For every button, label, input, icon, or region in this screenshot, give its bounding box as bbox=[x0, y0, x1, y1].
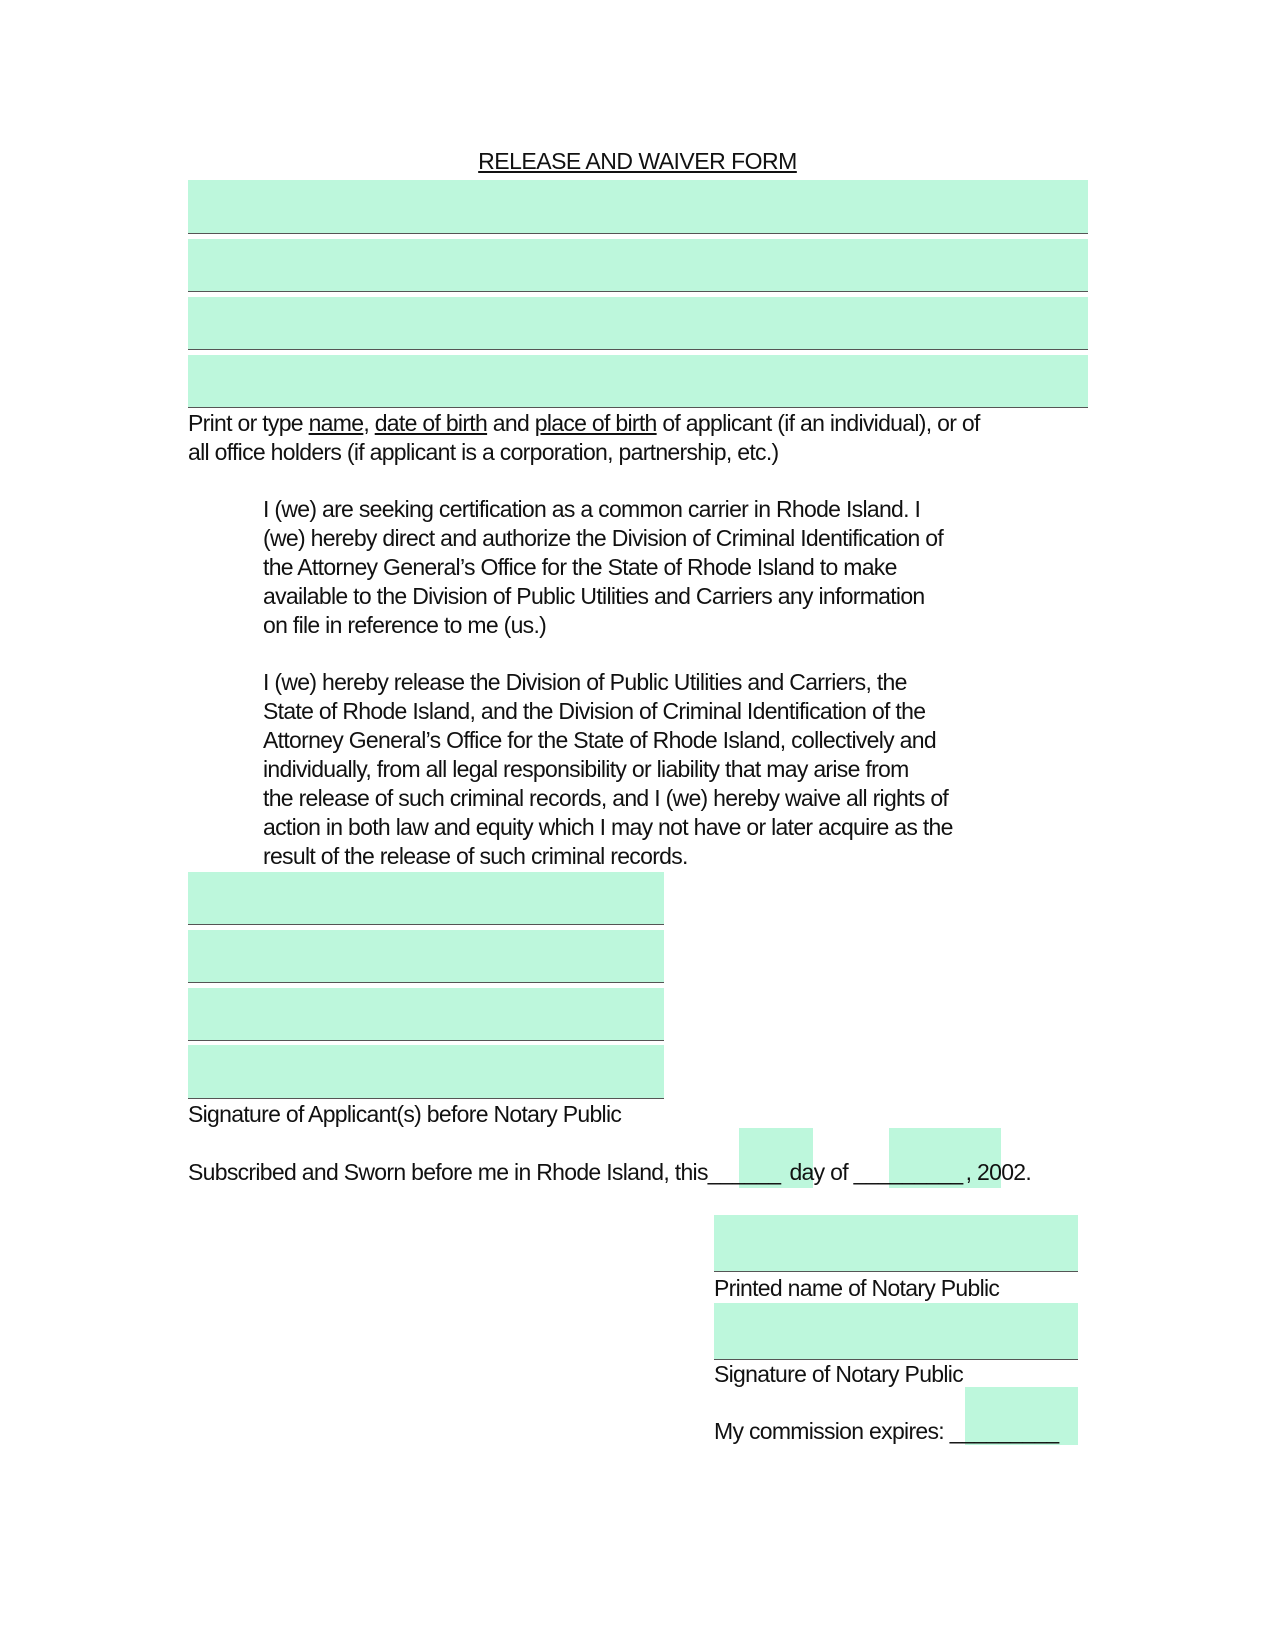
paragraph2-line: the release of such criminal records, and I (we) hereby waive all rights of bbox=[263, 785, 949, 811]
instructions-text: of applicant (if an individual), or of bbox=[656, 410, 980, 436]
instructions-pob: place of birth bbox=[534, 410, 657, 436]
form-title: RELEASE AND WAIVER FORM bbox=[478, 148, 797, 174]
paragraph2-line: action in both law and equity which I may not have or later acquire as the bbox=[263, 814, 953, 840]
sworn-text: Subscribed and Sworn before me in Rhode Island, this bbox=[188, 1159, 708, 1185]
paragraph1-line: I (we) are seeking certification as a common carrier in Rhode Island. I bbox=[263, 496, 921, 522]
applicant-signature-field-3[interactable] bbox=[188, 988, 664, 1041]
applicant-signature-label: Signature of Applicant(s) before Notary Public bbox=[188, 1101, 622, 1127]
paragraph2-line: State of Rhode Island, and the Division of Criminal Identification of the bbox=[263, 698, 926, 724]
sworn-month-blank: _________ bbox=[853, 1159, 963, 1185]
instructions-text: , bbox=[363, 410, 375, 436]
applicant-info-field-3[interactable] bbox=[188, 297, 1088, 350]
paragraph2-line: result of the release of such criminal records. bbox=[263, 843, 688, 869]
sworn-day-blank: ______ bbox=[707, 1159, 781, 1185]
applicant-signature-field-1[interactable] bbox=[188, 872, 664, 925]
paragraph1-line: on file in reference to me (us.) bbox=[263, 612, 547, 638]
instructions-text: and bbox=[487, 410, 535, 436]
notary-printed-name-field[interactable] bbox=[714, 1215, 1078, 1272]
instructions-line-2: all office holders (if applicant is a corporation, partnership, etc.) bbox=[188, 439, 779, 465]
sworn-line bbox=[188, 1158, 1031, 1187]
instructions-text: Print or type bbox=[188, 410, 309, 436]
instructions-line-1 bbox=[188, 409, 980, 438]
applicant-info-field-2[interactable] bbox=[188, 239, 1088, 292]
paragraph2-line: Attorney General’s Office for the State of Rhode Island, collectively and bbox=[263, 727, 936, 753]
paragraph1-line: available to the Division of Public Utilities and Carriers any information bbox=[263, 583, 925, 609]
applicant-signature-field-4[interactable] bbox=[188, 1045, 664, 1099]
sworn-text: day of bbox=[789, 1159, 848, 1185]
notary-printed-name-label: Printed name of Notary Public bbox=[714, 1275, 1000, 1301]
commission-expires-blank: _________ bbox=[949, 1418, 1059, 1444]
applicant-info-field-1[interactable] bbox=[188, 180, 1088, 234]
commission-expires-label: My commission expires: bbox=[714, 1418, 944, 1444]
paragraph2-line: I (we) hereby release the Division of Public Utilities and Carriers, the bbox=[263, 669, 907, 695]
applicant-info-field-4[interactable] bbox=[188, 355, 1088, 408]
notary-signature-label: Signature of Notary Public bbox=[714, 1361, 963, 1387]
instructions-name: name bbox=[308, 410, 364, 436]
applicant-signature-field-2[interactable] bbox=[188, 930, 664, 983]
paragraph2-line: individually, from all legal responsibility or liability that may arise from bbox=[263, 756, 909, 782]
instructions-dob: date of birth bbox=[374, 410, 488, 436]
commission-line bbox=[714, 1417, 1059, 1446]
sworn-text: , 2002. bbox=[965, 1159, 1032, 1185]
paragraph1-line: (we) hereby direct and authorize the Division of Criminal Identification of bbox=[263, 525, 944, 551]
paragraph1-line: the Attorney General’s Office for the State of Rhode Island to make bbox=[263, 554, 897, 580]
notary-signature-field[interactable] bbox=[714, 1303, 1078, 1360]
